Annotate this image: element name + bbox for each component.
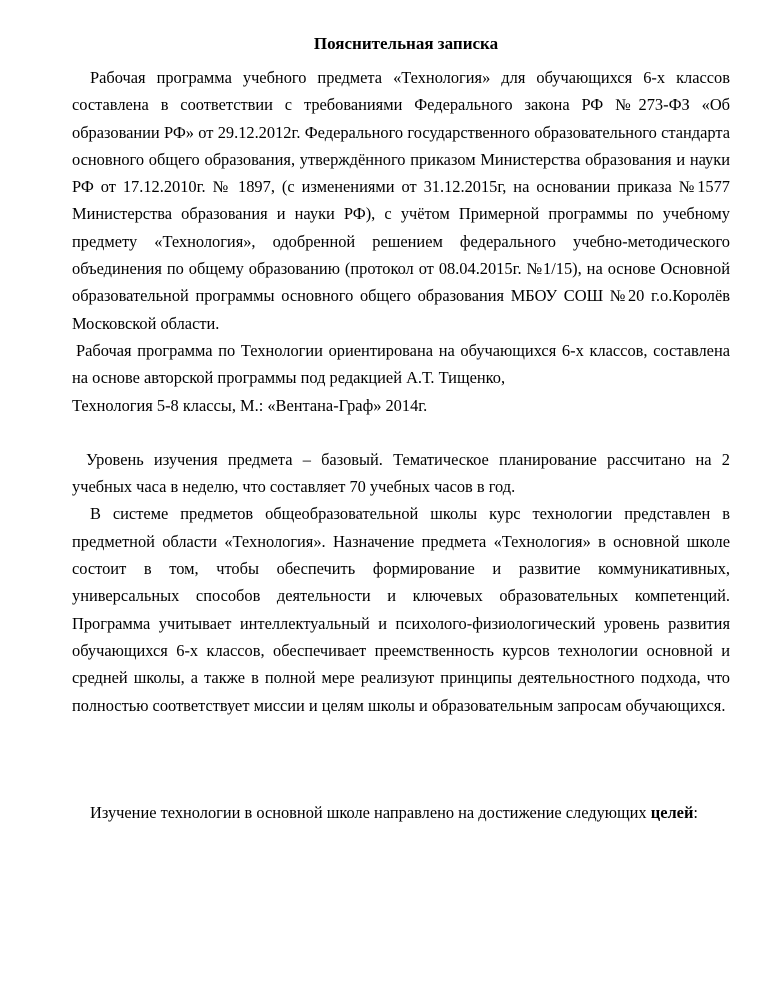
spacer — [72, 419, 730, 446]
paragraph-program-basis: Рабочая программа учебного предмета «Технология» для обучающихся 6-х классов составлена в соответствии с требованиями Федерального закона РФ №273-ФЗ «Об образовании РФ» от 29.12.2012г. Федерального государственного образовательного стандарта основного общего образования, утверждённого приказом Министерства образования и науки РФ от 17.12.2010г. № 1897, (с изменениями от 31.12.2015г, на основании приказа №1577 Министерства образования и науки РФ), с учётом Примерной программы по учебному предмету «Технология», одобренной решением федерального учебно-методического объединения по общему образованию (протокол от 08.04.2015г. №1/15), на основе Основной образовательной программы основного общего образования МБОУ СОШ №20 г.о.Королёв Московской области. — [72, 68, 730, 333]
paragraph-subject-purpose: В системе предметов общеобразовательной школы курс технологии представлен в предметной области «Технология». Назначение предмета «Технология» в основной школе состоит в том, чтобы обеспечить формирование и развитие коммуникативных, универсальных способов деятельности и ключевых образовательных компетенций. Программа учитывает интеллектуальный и психолого-физиологический уровень развития обучающихся 6-х классов, обеспечивает преемственность курсов технологии основной и средней школы, а также в полной мере реализуют принципы деятельностного подхода, что полностью соответствует миссии и целям школы и образовательным запросам обучающихся. — [72, 504, 730, 715]
goals-intro-text: Изучение технологии в основной школе направлено на достижение следующих — [90, 802, 647, 822]
document-title: Пояснительная записка — [313, 34, 499, 53]
goals-keyword: целей — [650, 802, 694, 822]
paragraph-program-orientation: Рабочая программа по Технологии ориентирована на обучающихся 6-х классов, составлена на основе авторской программы под редакцией А.Т. Тищенко, — [72, 340, 730, 388]
paragraph-goals-intro — [72, 799, 730, 826]
paragraph-study-level: Уровень изучения предмета – базовый. Тематическое планирование рассчитано на 2 учебных часа в неделю, что составляет 70 учебных часов в год. — [72, 449, 730, 497]
paragraph-program-textbook: Технология 5-8 классы, М.: «Вентана-Граф» 2014г. — [72, 395, 428, 415]
goals-colon: : — [693, 802, 698, 822]
spacer — [72, 719, 730, 799]
document-page — [72, 24, 730, 826]
